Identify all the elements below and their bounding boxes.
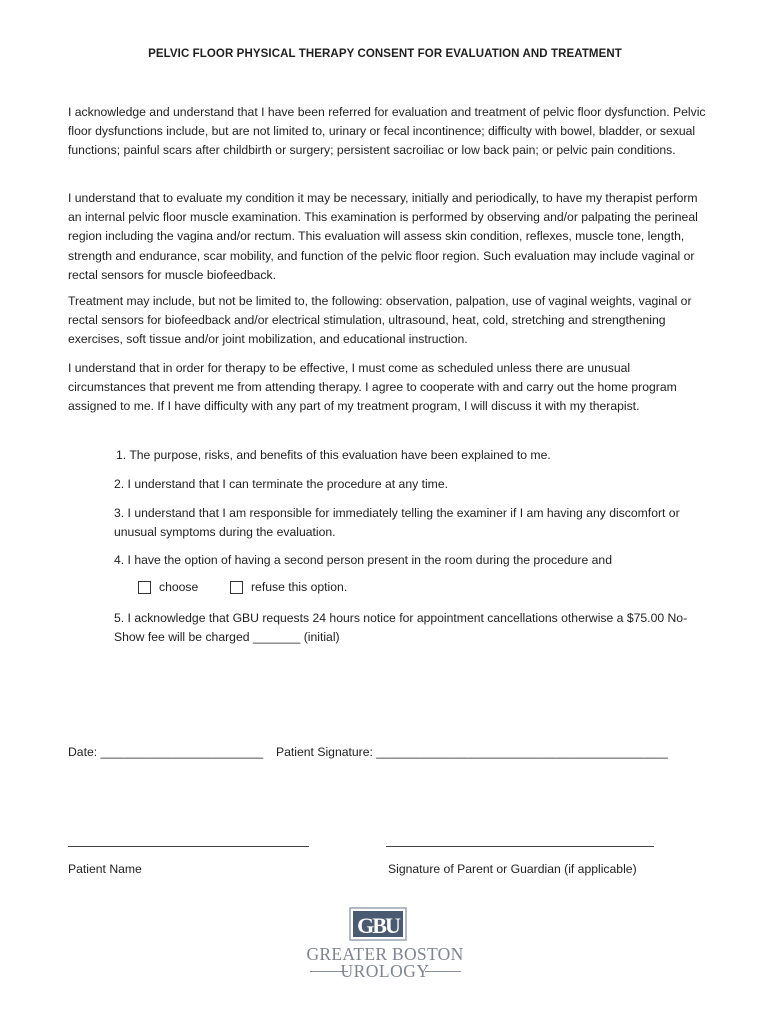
guardian-signature-line[interactable] bbox=[386, 846, 654, 847]
logo-text-urology: UROLOGY bbox=[340, 961, 430, 981]
paragraph-referral: I acknowledge and understand that I have been referred for evaluation and treatment of pelvic floor dysfunction. Pelvic floor dysfunctions include, but are not limited to, urinary or fecal incontinence; difficulty with bowel, bladder, or sexual functions; painful scars after childbirth or surgery; persistent sacroiliac or low back pain; or pelvic pain conditions. bbox=[68, 105, 706, 158]
choose-label: choose bbox=[159, 580, 199, 594]
document-title: PELVIC FLOOR PHYSICAL THERAPY CONSENT FOR EVALUATION AND TREATMENT bbox=[148, 48, 622, 60]
refuse-option[interactable] bbox=[230, 580, 347, 594]
choose-checkbox[interactable] bbox=[138, 581, 151, 594]
consent-item-4: 4. I have the option of having a second person present in the room during the procedure and bbox=[114, 553, 612, 567]
consent-item-3: 3. I understand that I am responsible for immediately telling the examiner if I am having any discomfort or unusual symptoms during the evaluation. bbox=[114, 506, 680, 540]
consent-item-1: 1. The purpose, risks, and benefits of this evaluation have been explained to me. bbox=[116, 448, 551, 462]
paragraph-attendance: I understand that in order for therapy to be effective, I must come as scheduled unless there are unusual circumstances that prevent me from attending therapy. I agree to cooperate with and carry out the home program assigned to me. If I have difficulty with any part of my treatment program, I will discuss it with my therapist. bbox=[68, 361, 677, 414]
paragraph-evaluation: I understand that to evaluate my condition it may be necessary, initially and periodically, to have my therapist perform an internal pelvic floor muscle examination. This examination is performed by observing and/or palpating the perineal region including the vagina and/or rectum. This evaluation will assess skin condition, reflexes, muscle tone, length, strength and endurance, scar mobility, and function of the pelvic floor region. Such evaluation may include vaginal or rectal sensors for muscle biofeedback. bbox=[68, 191, 698, 282]
choose-option[interactable] bbox=[138, 580, 198, 594]
date-field[interactable]: Date: ________________________ bbox=[68, 745, 264, 759]
logo-text-greater-boston: GREATER BOSTON bbox=[306, 944, 464, 964]
consent-item-5: 5. I acknowledge that GBU requests 24 hours notice for appointment cancellations otherwise a $75.00 No-Show fee will be charged _______ (initial) bbox=[114, 611, 688, 645]
consent-item-2: 2. I understand that I can terminate the procedure at any time. bbox=[114, 477, 448, 491]
patient-signature-field[interactable]: Patient Signature: ___________________________________________ bbox=[276, 745, 668, 759]
patient-name-label: Patient Name bbox=[68, 862, 142, 876]
refuse-checkbox[interactable] bbox=[230, 581, 243, 594]
guardian-signature-label: Signature of Parent or Guardian (if applicable) bbox=[388, 862, 637, 876]
refuse-label: refuse this option. bbox=[251, 580, 348, 594]
svg-text:GBU: GBU bbox=[357, 913, 399, 938]
paragraph-treatment: Treatment may include, but not be limited to, the following: observation, palpation, use of vaginal weights, vaginal or rectal sensors for biofeedback and/or electrical stimulation, ultrasound, heat, cold, stretching and strengthening exercises, soft tissue and/or joint mobilization, and educational instruction. bbox=[68, 294, 692, 347]
patient-name-line[interactable] bbox=[68, 846, 309, 847]
